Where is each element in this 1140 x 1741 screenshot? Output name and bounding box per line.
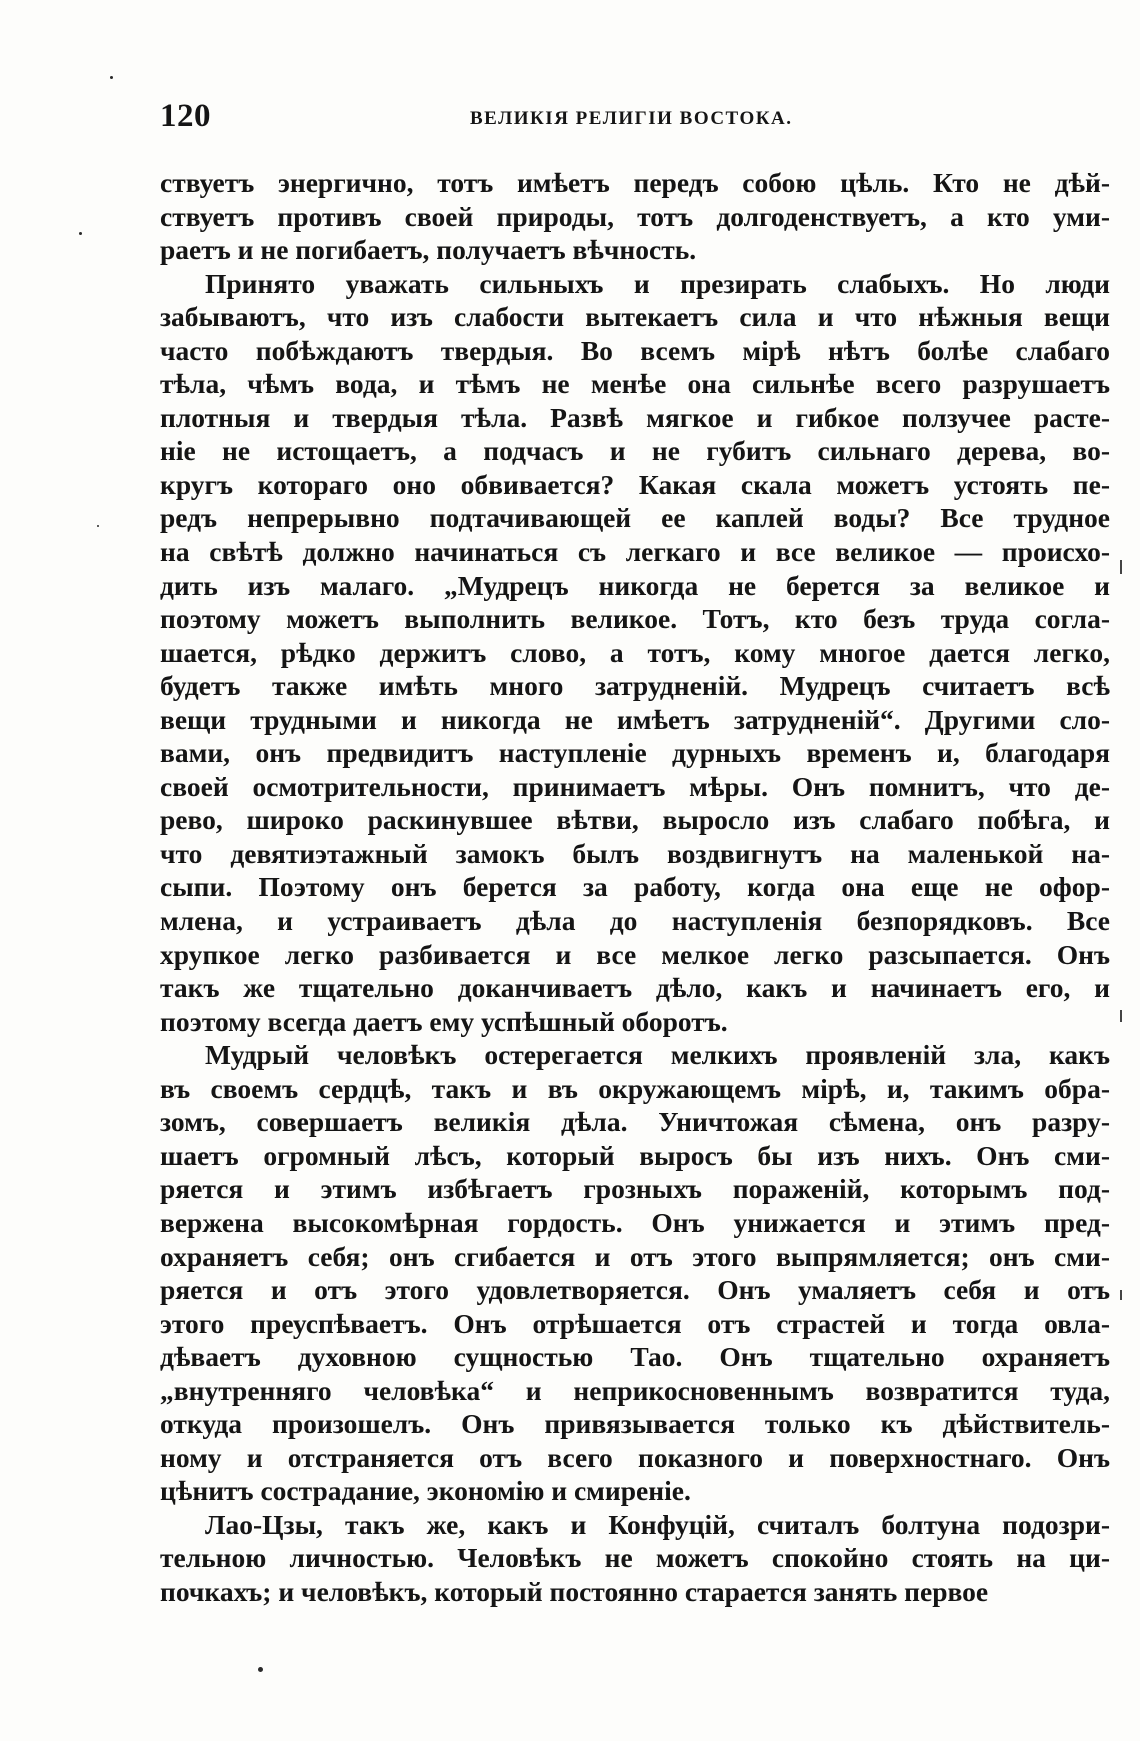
text-line: дѣваетъ духовною сущностью Тао. Онъ тщательно охраняетъ [160,1341,1110,1373]
text-line: плотныя и твердыя тѣла. Развѣ мягкое и гибкое ползучее расте- [160,401,1110,433]
text-line: Мудрый человѣкъ остерегается мелкихъ проявленій зла, какъ [205,1039,1110,1071]
paragraph [160,1508,1110,1609]
body-text [160,166,1110,1609]
text-line: часто побѣждаютъ твердыя. Во всемъ мірѣ нѣтъ болѣе слабаго [160,334,1110,366]
text-line: ствуетъ энергично, тотъ имѣетъ передъ собою цѣль. Кто не дѣй- [160,167,1110,198]
text-line: ряется и отъ этого удовлетворяется. Онъ умаляетъ себя и отъ [160,1274,1110,1306]
paragraph [160,267,1110,1039]
page-edge-mark [1120,560,1122,574]
scan-speck [79,232,82,235]
text-line: почкахъ; и человѣкъ, который постоянно старается занять первое [160,1575,989,1607]
text-line: тѣла, чѣмъ вода, и тѣмъ не менѣе она сильнѣе всего разрушаетъ [160,368,1110,400]
text-line: своей осмотрительности, принимаетъ мѣры. Онъ помнитъ, что де- [160,770,1110,802]
text-line: вержена высокомѣрная гордость. Онъ унижается и этимъ пред- [160,1206,1110,1238]
text-line: зомъ, совершаетъ великія дѣла. Уничтожая сѣмена, онъ разру- [160,1106,1110,1138]
text-line: вещи трудными и никогда не имѣетъ затрудненій“. Другими сло- [160,703,1110,735]
text-line: ному и отстраняется отъ всего показного и поверхностнаго. Онъ [160,1441,1110,1473]
text-line: кругъ котораго оно обвивается? Какая скала можетъ устоять пе- [160,468,1110,500]
page-number: 120 [160,98,211,134]
text-line: млена, и устраиваетъ дѣла до наступленія безпорядковъ. Все [160,905,1110,937]
text-line: шается, рѣдко держитъ слово, а тотъ, кому многое дается легко, [160,636,1110,668]
text-line: поэтому всегда даетъ ему успѣшный оборотъ. [160,1005,728,1037]
text-line: на свѣтѣ должно начинаться съ легкаго и все великое — происхо- [160,536,1110,568]
text-line: забываютъ, что изъ слабости вытекаетъ сила и что нѣжныя вещи [160,301,1110,333]
text-line: поэтому можетъ выполнить великое. Тотъ, кто безъ труда согла- [160,603,1110,635]
text-line: ряется и этимъ избѣгаетъ грозныхъ пораженій, которымъ под- [160,1173,1110,1205]
text-line: раетъ и не погибаетъ, получаетъ вѣчность. [160,234,697,266]
text-line: цѣнитъ сострадание, экономію и смиреніе. [160,1475,691,1507]
paragraph [160,1038,1110,1508]
page-header [160,98,1110,138]
text-line: ствуетъ противъ своей природы, тотъ долгоденствуетъ, а кто уми- [160,200,1110,232]
text-line: шаетъ огромный лѣсъ, который выросъ бы изъ нихъ. Онъ сми- [160,1139,1110,1171]
text-line: что девятиэтажный замокъ былъ воздвигнутъ на маленькой на- [160,837,1110,869]
scan-speck [110,76,113,79]
running-title: ВЕЛИКІЯ РЕЛИГІИ ВОСТОКА. [470,108,793,129]
text-line: сыпи. Поэтому онъ берется за работу, когда она еще не офор- [160,871,1110,903]
text-line: „внутренняго человѣка“ и неприкосновеннымъ возвратится туда, [160,1374,1110,1406]
scan-speck [97,525,99,527]
text-line: въ своемъ сердцѣ, такъ и въ окружающемъ мірѣ, и, такимъ обра- [160,1072,1110,1104]
text-line: дить изъ малаго. „Мудрецъ никогда не берется за великое и [160,569,1110,601]
text-line: рево, широко раскинувшее вѣтви, выросло изъ слабаго побѣга, и [160,804,1110,836]
scan-speck [258,1667,263,1672]
text-line: вами, онъ предвидитъ наступленіе дурныхъ временъ и, благодаря [160,737,1110,769]
text-line: Принято уважать сильныхъ и презирать слабыхъ. Но люди [205,267,1110,299]
text-line: ніе не истощаетъ, а подчасъ и не губитъ сильнаго дерева, во- [160,435,1110,467]
text-line: откуда произошелъ. Онъ привязывается только къ дѣйствитель- [160,1408,1110,1440]
text-line: будетъ также имѣть много затрудненій. Мудрецъ считаетъ всѣ [160,670,1110,702]
paragraph [160,166,1110,267]
text-line: хрупкое легко разбивается и все мелкое легко разсыпается. Онъ [160,938,1110,970]
text-line: охраняетъ себя; онъ сгибается и отъ этого выпрямляется; онъ сми- [160,1240,1110,1272]
page-edge-mark [1120,1290,1122,1300]
text-line: этого преуспѣваетъ. Онъ отрѣшается отъ страстей и тогда овла- [160,1307,1110,1339]
page-edge-mark [1120,1010,1122,1022]
text-line: редъ непрерывно подтачивающей ее каплей воды? Все трудное [160,502,1110,534]
text-line: такъ же тщательно доканчиваетъ дѣло, какъ и начинаетъ его, и [160,972,1110,1004]
text-line: Лао-Цзы, такъ же, какъ и Конфуцій, считалъ болтуна подозри- [205,1508,1110,1540]
text-line: тельною личностью. Человѣкъ не можетъ спокойно стоять на ци- [160,1542,1110,1574]
